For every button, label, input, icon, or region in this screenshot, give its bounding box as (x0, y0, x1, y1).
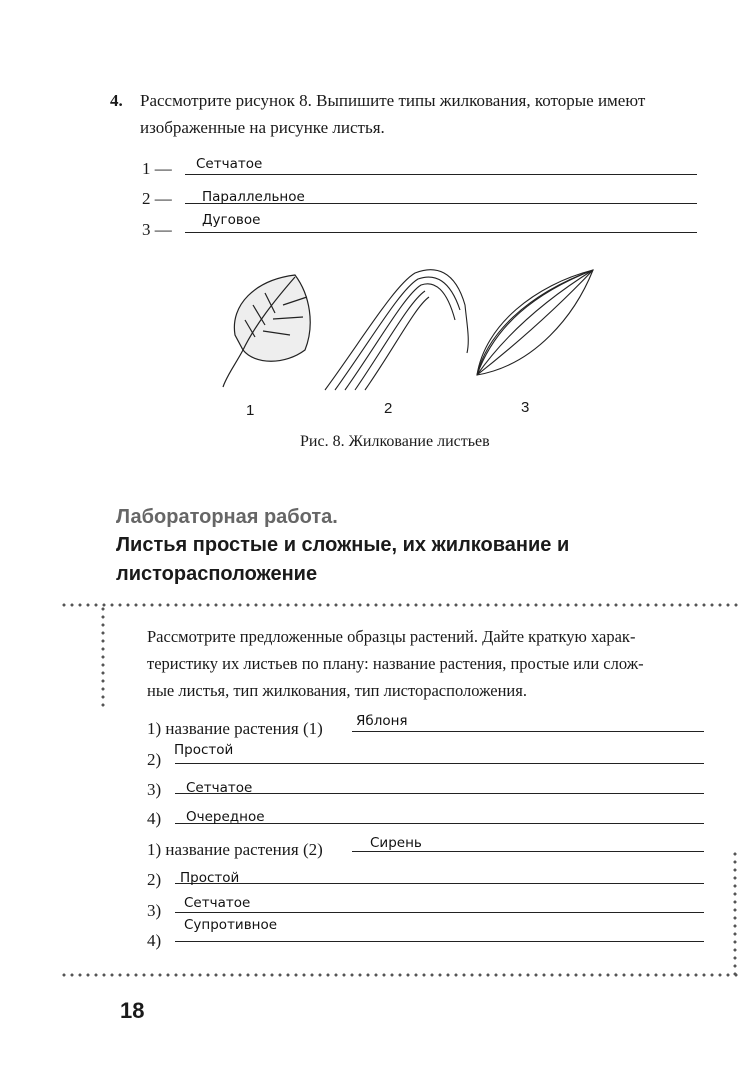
box-border-bottom (60, 973, 740, 977)
box-border-top (60, 603, 740, 607)
item-value[interactable]: Яблоня (356, 713, 408, 729)
item-value[interactable]: Сетчатое (186, 780, 253, 796)
instructions-line1: Рассмотрите предложенные образцы растений. Дайте краткую харак- (147, 627, 636, 646)
figure-caption: Рис. 8. Жилкование листьев (300, 433, 490, 450)
box-border-left (101, 605, 105, 710)
item-line (175, 883, 704, 884)
item-line (175, 793, 704, 794)
item-value[interactable]: Сетчатое (184, 895, 251, 911)
netted-leaf-icon (223, 275, 310, 387)
answer-value-2[interactable]: Параллельное (202, 189, 305, 205)
item-value[interactable]: Сирень (370, 835, 422, 851)
item-label: 3) (147, 780, 162, 799)
item-line (175, 912, 704, 913)
answer-value-3[interactable]: Дуговое (202, 212, 261, 228)
arcuate-leaf-icon (477, 270, 593, 375)
item-value[interactable]: Супротивное (184, 917, 278, 933)
answer-line-1 (185, 174, 697, 175)
instructions-line2: теристику их листьев по плану: название растения, простые или слож- (147, 654, 644, 673)
answer-line-3 (185, 232, 697, 233)
item-line (175, 763, 704, 764)
answer-label-1: 1 — (142, 159, 172, 178)
item-value[interactable]: Очередное (186, 809, 265, 825)
answer-value-1[interactable]: Сетчатое (196, 156, 263, 172)
task-text-line1: Рассмотрите рисунок 8. Выпишите типы жилкования, которые имеют (140, 91, 646, 110)
lab-title: Лабораторная работа. (116, 506, 338, 528)
item-label: 4) (147, 809, 162, 828)
item-label: 1) название растения (2) (147, 840, 323, 859)
page-number: 18 (120, 998, 145, 1023)
parallel-leaf-icon (325, 270, 468, 390)
answer-label-3: 3 — (142, 220, 172, 239)
item-line (175, 941, 704, 942)
item-label: 1) название растения (1) (147, 719, 323, 738)
item-value[interactable]: Простой (174, 742, 234, 758)
figure-label-2: 2 (384, 400, 393, 417)
item-line (352, 851, 704, 852)
item-line (352, 731, 704, 732)
box-border-right (733, 850, 737, 975)
task-text-line2: изображенные на рисунке листья. (140, 118, 385, 137)
figure-label-3: 3 (521, 399, 530, 416)
lab-subtitle-line2: листорасположение (116, 563, 318, 585)
task-number: 4. (110, 91, 123, 110)
answer-label-2: 2 — (142, 189, 172, 208)
lab-subtitle-line1: Листья простые и сложные, их жилкование и (116, 534, 570, 556)
item-label: 3) (147, 901, 162, 920)
item-label: 2) (147, 750, 162, 769)
figure-label-1: 1 (246, 402, 255, 419)
item-label: 2) (147, 870, 162, 889)
item-label: 4) (147, 931, 162, 950)
leaf-venation-figure (215, 265, 615, 405)
item-value[interactable]: Простой (180, 870, 240, 886)
instructions-line3: ные листья, тип жилкования, тип листорасположения. (147, 681, 527, 700)
